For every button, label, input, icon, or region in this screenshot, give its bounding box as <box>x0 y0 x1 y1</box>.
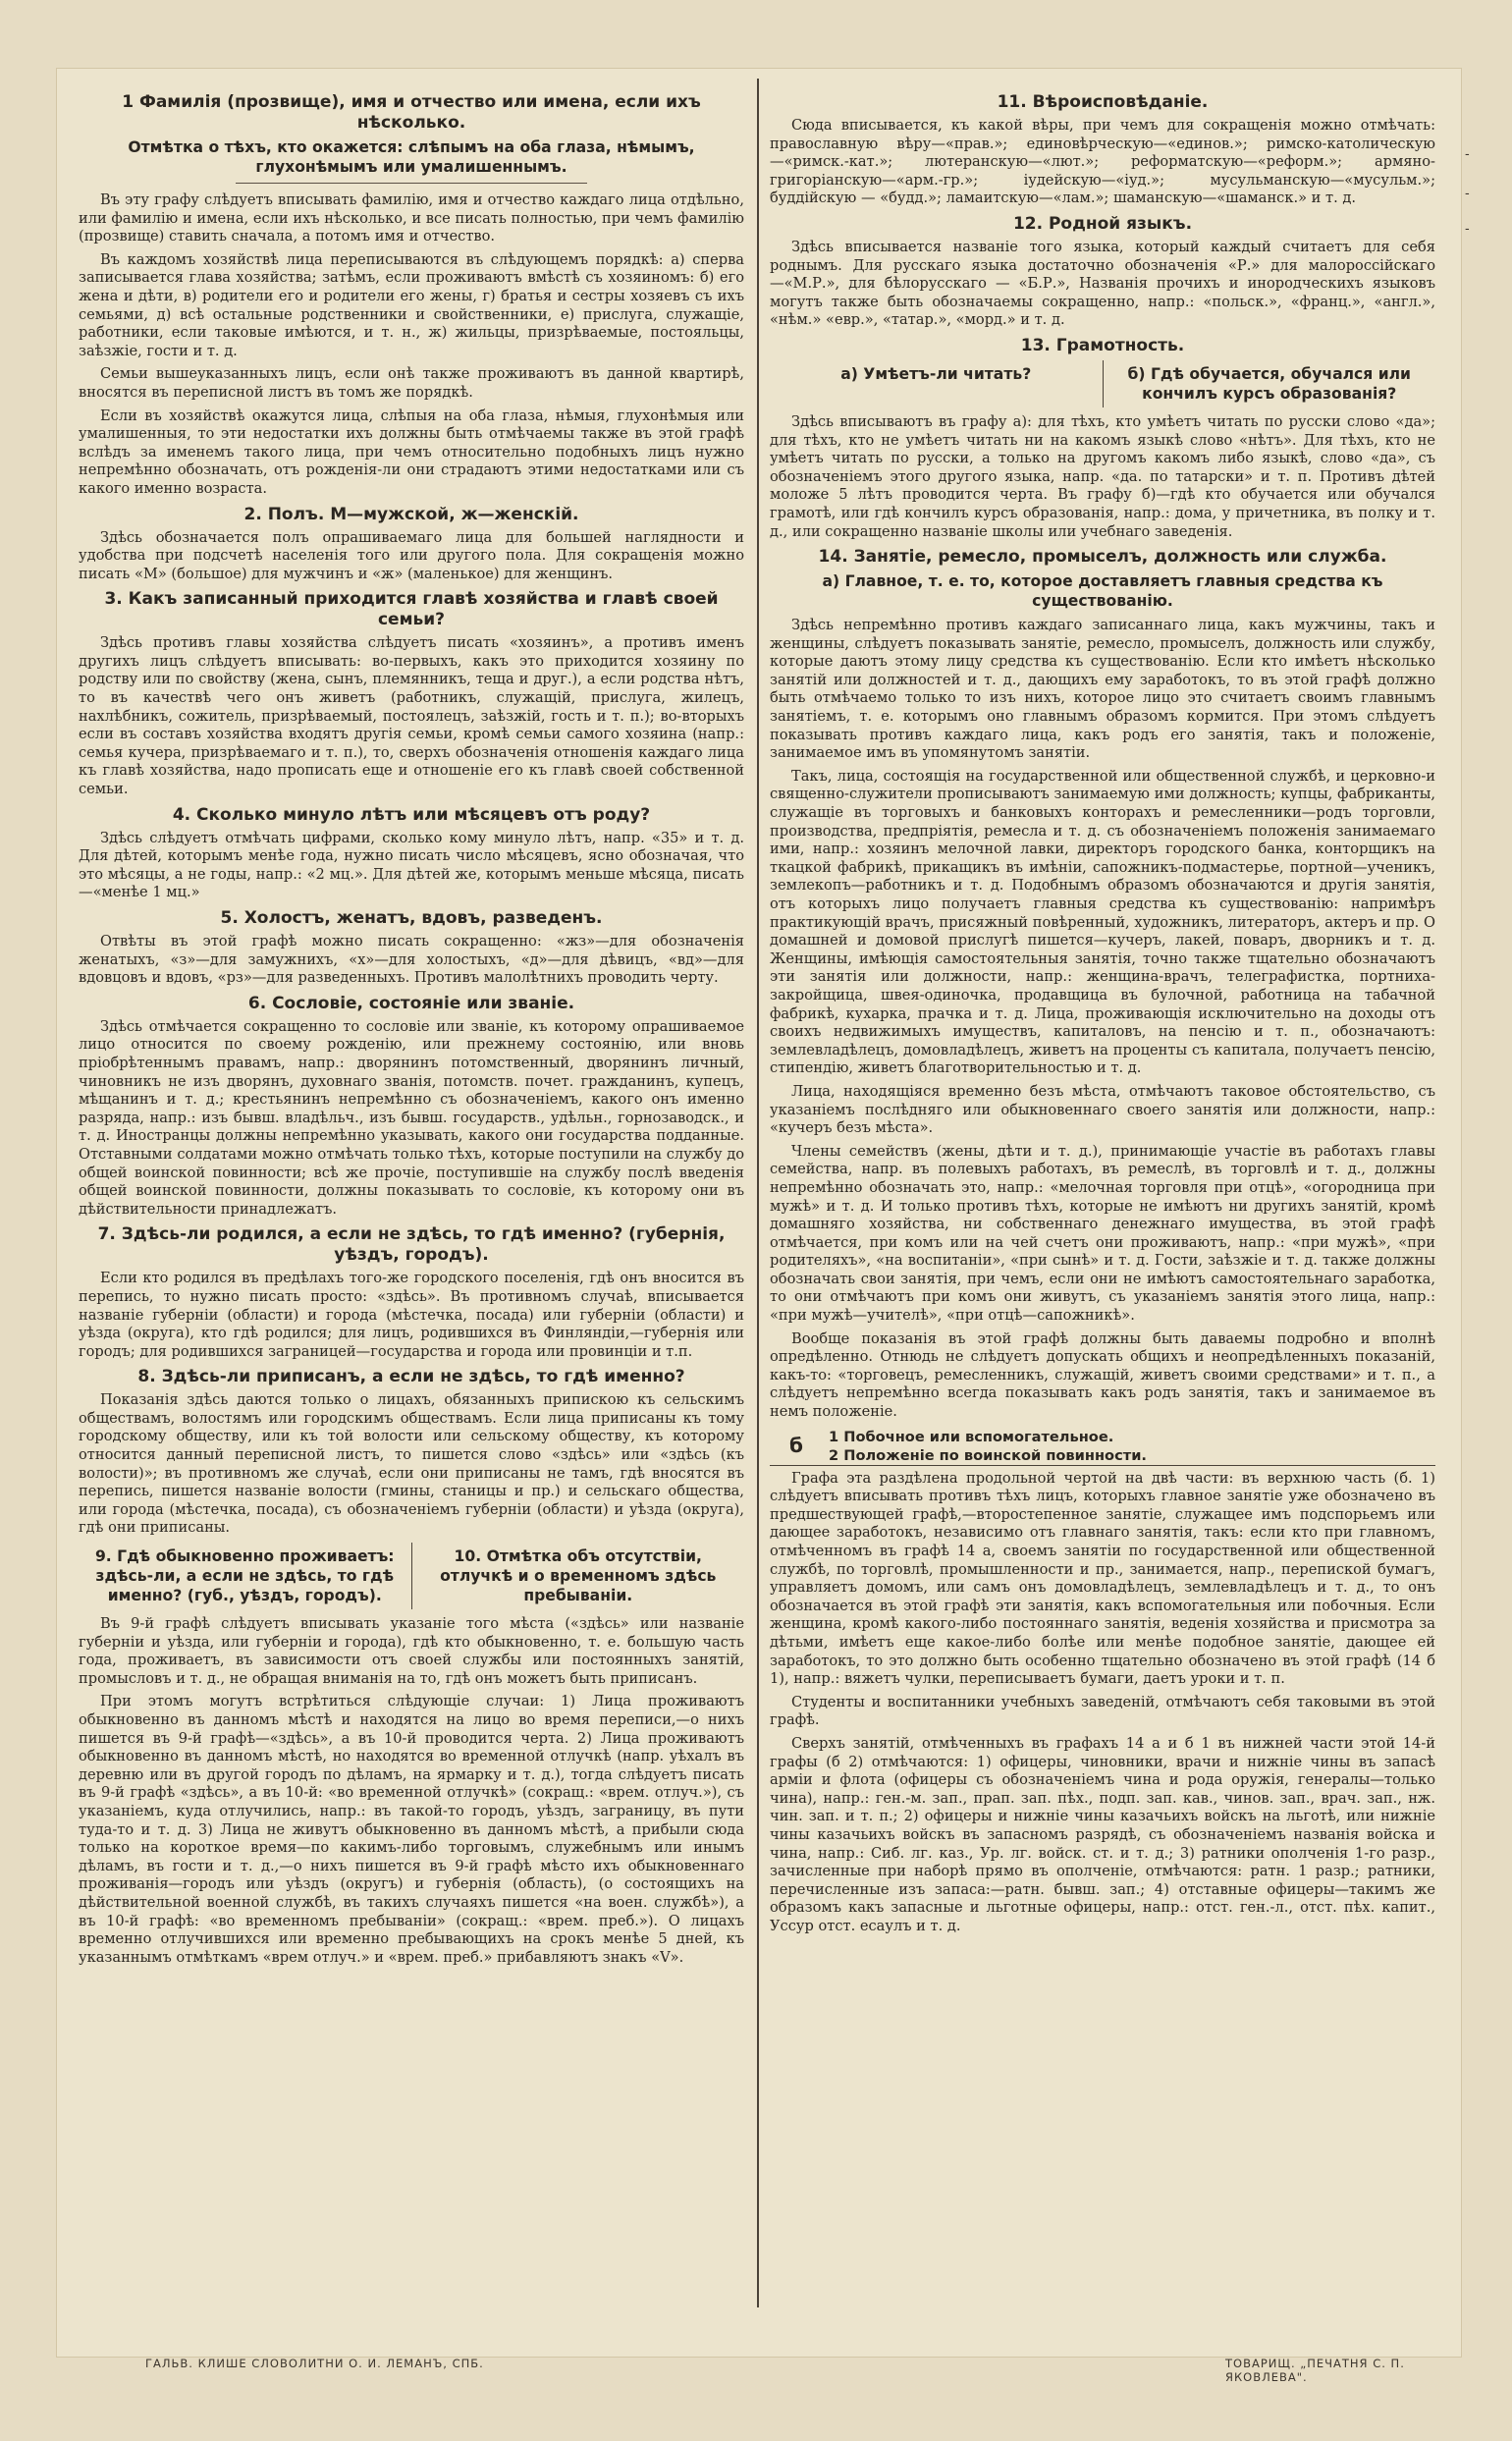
section-13-subtitles <box>770 360 1435 407</box>
section-9-title: 9. Гдѣ обыкновенно проживаетъ: здѣсь-ли, а если не здѣсь, то гдѣ именно? (губ., уѣздъ, городъ). <box>94 1547 395 1605</box>
section-13-title: 13. Грамотность. <box>1020 335 1185 355</box>
section-14a-subtitle: а) Главное, т. е. то, которое доставляетъ главныя средства къ существованію. <box>822 572 1383 611</box>
section-6-title: 6. Сословіе, состояніе или званіе. <box>247 993 575 1013</box>
section-5-paragraph: Отвѣты въ этой графѣ можно писать сокращенно: «жз»—для обозначенія женатыхъ, «з»—для замужнихъ, «х»—для холостыхъ, «д»—для дѣвицъ, «вд»—для вдовцовъ и вдовъ, «рз»—для разведенныхъ. Противъ малолѣтнихъ проводить черту. <box>79 933 744 987</box>
census-instruction-sheet <box>57 69 1461 2384</box>
section-5-title: 5. Холостъ, женатъ, вдовъ, разведенъ. <box>220 908 603 928</box>
section-9-10-titles <box>79 1543 744 1609</box>
section-11-title: 11. Вѣроисповѣданіе. <box>997 92 1209 112</box>
section-14b-paragraph: Студенты и воспитанники учебныхъ заведеній, отмѣчаютъ себя таковыми въ этой графѣ. <box>770 1693 1435 1729</box>
printer-imprint-left: ГАЛЬВ. КЛИШЕ СЛОВОЛИТНИ О. И. ЛЕМАНЪ, СПБ. <box>145 2357 484 2370</box>
section-2-title: 2. Полъ. М—мужской, ж—женскій. <box>243 504 579 524</box>
section-12-paragraph: Здѣсь вписывается названіе того языка, который каждый считаетъ для себя роднымъ. Для русскаго языка достаточно обозначенія «Р.» для малороссійскаго—«М.Р.», для бѣлорусскаго — «Б.Р.», Названія прочихъ и инородческихъ языковъ могутъ также быть обозначаемы сокращенно, напр.: «польск.», «франц.», «англ.», «нѣм.» «евр.», «татар.», «морд.» и т. д. <box>770 238 1435 329</box>
section-2-paragraph: Здѣсь обозначается полъ опрашиваемаго лица для большей наглядности и удобства при подсчетѣ населенія того или другого пола. Для сокращенія можно писать «М» (большое) для мужчинъ и «ж» (маленькое) для женщинъ. <box>79 528 744 582</box>
section-14-title: 14. Занятіе, ремесло, промыселъ, должность или служба. <box>818 547 1387 568</box>
section-14b-titles <box>770 1428 1435 1466</box>
margin-mark: - <box>1465 147 1470 162</box>
section-9-paragraph: При этомъ могутъ встрѣтиться слѣдующіе случаи: 1) Лица проживаютъ обыкновенно въ данномъ мѣстѣ и находятся на лицо во время переписи,—о нихъ пишется въ 9-й графѣ—«здѣсь», а въ 10-й проводится черта. 2) Лица проживаютъ обыкновенно въ данномъ мѣстѣ, но находятся во временной отлучкѣ (напр. уѣхалъ въ деревню или въ другой городъ по дѣламъ, на ярмарку и т. д.), тогда слѣдуетъ писать въ 9-й графѣ «здѣсь», а въ 10-й: «во временной отлучкѣ» (сокращ.: «врем. отлуч.»), съ указаніемъ, куда отлучились, напр.: въ такой-то городъ, уѣздъ, заграницу, въ пути туда-то и т. д. 3) Лица не живутъ обыкновенно въ данномъ мѣстѣ, а прибыли сюда только на короткое время—по какимъ-либо торговымъ, служебнымъ или инымъ дѣламъ, въ гости и т. д.,—о нихъ пишется въ 9-й графѣ мѣсто ихъ обыкновеннаго проживанія—городъ или уѣздъ (округъ) и губернія (область), (о состоящихъ на дѣйствительной военной службѣ, въ такихъ случаяхъ пишется «на воен. службѣ»), а въ 10-й графѣ: «во временномъ пребываніи» (сокращ.: «врем. преб.»). О лицахъ временно отлучившихся или временно пребывающихъ на срокъ менѣе 5 дней, къ указаннымъ отмѣткамъ «врем отлуч.» и «врем. преб.» прибавляютъ знакъ «V». <box>79 1693 744 1966</box>
section-3-paragraph: Здѣсь противъ главы хозяйства слѣдуетъ писать «хозяинъ», а противъ именъ другихъ лицъ слѣдуетъ вписывать: во-первыхъ, какъ это приходится хозяину по родству или по свойству (жена, сынъ, племянникъ, теща и друг.), а если родства нѣтъ, то въ качествѣ чего онъ живетъ (работникъ, служащій, прислуга, жилецъ, нахлѣбникъ, сожитель, призрѣваемый, постоялецъ, заѣзжій, гость и т. п.); во-вторыхъ если въ составъ хозяйства входятъ другія семьи, кромѣ семьи самого хозяина (напр.: семья кучера, призрѣваемаго и т. п.), то, сверхъ обозначенія отношенія каждаго лица къ главѣ хозяйства, надо прописать еще и отношеніе его къ главѣ своей собственной семьи. <box>79 634 744 798</box>
section-14-paragraph: Здѣсь непремѣнно противъ каждаго записаннаго лица, какъ мужчины, такъ и женщины, слѣдуетъ показывать занятіе, ремесло, промыселъ, должность или службу, которые даютъ этому лицу средства къ существованію. Если кто имѣетъ нѣсколько занятій или должностей и т. д., дающихъ ему заработокъ, то въ этой графѣ должно быть отмѣчаемо только то изъ нихъ, которое лицо это считаетъ своимъ главнымъ занятіемъ, т. е. которымъ оно главнымъ образомъ кормится. При этомъ слѣдуетъ показывать противъ каждаго лица, какъ родъ его занятія, такъ и положеніе, занимаемое имъ въ упомянутомъ занятіи. <box>770 617 1435 762</box>
section-14b-paragraph: Графа эта раздѣлена продольной чертой на двѣ части: въ верхнюю часть (б. 1) слѣдуетъ вписывать противъ тѣхъ лицъ, которыхъ главное занятіе уже обозначено въ предшествующей графѣ,—второстепенное занятіе, служащее имъ подспорьемъ или дающее заработокъ, независимо отъ главнаго занятія, такъ: если кто при главномъ, отмѣченномъ въ графѣ 14 а, своемъ занятіи по государственной или общественной службѣ, по торговлѣ, промышленности и пр., занимается, напр., перепиской бумагъ, управляетъ домомъ, или самъ онъ домовладѣлецъ, землевладѣлецъ и т. д., то онъ обозначается въ этой графѣ эти занятія, какъ вспомогательныя или побочныя. Если женщина, кромѣ какого-либо постояннаго занятія, веденія хозяйства и присмотра за дѣтьми, имѣетъ еще какое-либо болѣе или менѣе подобное занятіе, дающее ей заработокъ, то это должно быть особенно тщательно обозначено въ этой графѣ (14 б 1), напр.: вяжетъ чулки, переписываетъ бумаги, даетъ уроки и т. п. <box>770 1469 1435 1688</box>
section-13b-title: б) Гдѣ обучается, обучался или кончилъ курсъ образованія? <box>1103 360 1436 407</box>
section-14-paragraph: Члены семействъ (жены, дѣти и т. д.), принимающіе участіе въ работахъ главы семейства, напр. въ полевыхъ работахъ, въ ремеслѣ, въ торговлѣ и т. д., должны непремѣнно обозначать это, напр.: «мелочная торговля при отцѣ», «огородница при мужѣ» и т. д. И только противъ тѣхъ, которые не имѣютъ ни другихъ занятій, кромѣ домашняго хозяйства, ни собственнаго денежнаго имущества, въ этой графѣ отмѣчается, при комъ или на чей счетъ они проживаютъ, напр.: «при мужѣ», «при родителяхъ», «на воспитаніи», «при сынѣ» и т. д. Гости, заѣзжіе и т. д. также должны обозначать свои занятія, при чемъ, если они не имѣютъ самостоятельнаго заработка, то они отмѣчаютъ при комъ они живутъ, съ указаніемъ занятія этого лица, напр.: «при мужѣ—учителѣ», «при отцѣ—сапожникѣ». <box>770 1142 1435 1325</box>
section-7-title: 7. Здѣсь-ли родился, а если не здѣсь, то гдѣ именно? (губернія, уѣздъ, городъ). <box>97 1224 726 1266</box>
section-14b1-title: 1 Побочное или вспомогательное. <box>829 1428 1114 1445</box>
section-13-paragraph: Здѣсь вписываютъ въ графу а): для тѣхъ, кто умѣетъ читать по русски слово «да»; для тѣхъ, кто не умѣетъ читать ни на какомъ языкѣ слово «нѣтъ». Для тѣхъ, кто не умѣетъ читать по русски, а только на другомъ какомъ либо языкѣ, слово «да», съ обозначеніемъ этого другого языка, напр. «да. по татарски» и т. п. Противъ дѣтей моложе 5 лѣтъ проводится черта. Въ графу б)—гдѣ кто обучается или обучался грамотѣ, или гдѣ кончилъ курсъ образованія, напр.: дома, у причетника, въ полку и т. д., или сокращенно названіе школы или учебнаго заведенія. <box>770 412 1435 540</box>
section-11-paragraph: Сюда вписывается, къ какой вѣры, при чемъ для сокращенія можно отмѣчать: православную вѣру—«прав.»; единовѣрческую—«единов.»; римско-католическую—«римск.-кат.»; лютеранскую—«лют.»; реформатскую—«реформ.»; армяно-григоріанскую—«арм.-гр.»; іудейскую—«іуд.»; мусульманскую—«мусульм.»; буддійскую — «будд.»; ламаитскую—«лам.»; шаманскую—«шаманск.» и т. д. <box>770 117 1435 207</box>
section-6-paragraph: Здѣсь отмѣчается сокращенно то сословіе или званіе, къ которому опрашиваемое лицо относится по своему рожденію, или прежнему состоянію, или вновь пріобрѣтеннымъ правамъ, напр.: дворянинъ потомственный, дворянинъ личный, чиновникъ не изъ дворянъ, духовнаго званія, потомств. почет. гражданинъ, купецъ, мѣщанинъ и т. д.; крестьянинъ непремѣнно съ обозначеніемъ, какого онъ именно разряда, напр.: изъ бывш. владѣльч., изъ бывш. государств., удѣльн., горнозаводск., и т. д. Иностранцы должны непремѣнно указывать, какого они государства подданные. Отставными солдатами можно отмѣчать только тѣхъ, которые поступили на службу до общей воинской повинности; всѣ же прочіе, поступившіе на службу послѣ введенія общей воинской повинности, должны показывать то сословіе, къ которому они въ дѣйствительности принадлежатъ. <box>79 1017 744 1218</box>
section-14b-paragraph: Сверхъ занятій, отмѣченныхъ въ графахъ 14 а и б 1 въ нижней части этой 14-й графы (б 2) отмѣчаются: 1) офицеры, чиновники, врачи и нижніе чины въ запасѣ арміи и флота (офицеры съ обозначеніемъ чина и рода оружія, генералы—только чина), напр.: ген.-м. зап., прап. зап. пѣх., подп. зап. кав., чинов. зап., врач. зап., нж. чин. зап. и т. п.; 2) офицеры и нижніе чины казачьихъ войскъ на льготѣ, или нижніе чины казачьихъ войскъ въ запасномъ разрядѣ, съ обозначеніемъ названія войска и чина, напр.: Сиб. лг. каз., Ур. лг. войск. ст. и т. д.; 3) ратники ополченія 1-го разр., зачисленные при наборѣ прямо въ ополченіе, отмѣчаются: ратн. 1 разр.; ратники, перечисленные изъ запаса:—ратн. бывш. зап.; 4) отставные офицеры—такимъ же образомъ какъ запасные и льготные офицеры, напр.: отст. ген.-л., отст. пѣх. капит., Уссур отст. есаулъ и т. д. <box>770 1734 1435 1934</box>
column-divider <box>757 79 759 2307</box>
right-column <box>770 86 1435 2296</box>
section-14-paragraph: Такъ, лица, состоящія на государственной или общественной службѣ, и церковно-и священно-служители прописываютъ занимаемую ими должность; купцы, фабриканты, служащіе въ торговыхъ и банковыхъ конторахъ и ремесленники—родъ торговли, производства, предпріятія, ремесла и т. д. съ обозначеніемъ положенія занимаемаго ими, напр.: хозяинъ мелочной лавки, директоръ городского банка, конторщикъ на ткацкой фабрикѣ, прикащикъ въ имѣніи, сапожникъ-подмастерье, портной—ученикъ, землекопъ—работникъ и т. д. Подобнымъ образомъ обозначаются и другія занятія, отъ которыхъ лицо получаетъ главныя средства къ существованію: напримѣръ практикующій врачъ, присяжный повѣренный, художникъ, литераторъ, актеръ и пр. О домашней и домовой прислугѣ пишется—кучеръ, лакей, поваръ, дворникъ и т. д. Женщины, имѣющія самостоятельныя занятія, точно также тщательно обозначаютъ эти занятія или должности, напр.: женщина-врачъ, телеграфистка, портниха-закройщица, швея-одиночка, продавщица въ булочной, работница на табачной фабрикѣ, кухарка, прачка и т. д. Лица, проживающія исключительно на доходы отъ своихъ недвижимыхъ имуществъ, капиталовъ, на пенсію и т. п., обозначаютъ: землевладѣлецъ, домовладѣлецъ, живетъ на проценты съ капитала, получаетъ пенсію, стипендію, живетъ благотворительностью и т. д. <box>770 767 1435 1077</box>
section-1-paragraph: Семьи вышеуказанныхъ лицъ, если онѣ также проживаютъ въ данной квартирѣ, вносятся въ переписной листъ въ томъ же порядкѣ. <box>79 365 744 401</box>
section-14-paragraph: Лица, находящіяся временно безъ мѣста, отмѣчаютъ таковое обстоятельство, съ указаніемъ послѣдняго или обыкновеннаго своего занятія или должности, напр.: «кучеръ безъ мѣста». <box>770 1082 1435 1137</box>
section-14b2-title: 2 Положеніе по воинской повинности. <box>829 1446 1147 1464</box>
section-7-paragraph: Если кто родился въ предѣлахъ того-же городского поселенія, гдѣ онъ вносится въ перепись, то нужно писать просто: «здѣсь». Въ противномъ случаѣ, вписывается названіе губерніи (области) и города (мѣстечка, посада) или губерніи (области) и уѣзда (округа), кто гдѣ родился; для лицъ, родившихся въ Финляндіи,—губернія или городъ; для родившихся заграницей—государства и города или провинціи и т.п. <box>79 1270 744 1360</box>
section-1-paragraph: Въ эту графу слѣдуетъ вписывать фамилію, имя и отчество каждаго лица отдѣльно, или фамилію и имена, если ихъ нѣсколько, и все писать полностью, при чемъ фамилію (прозвище) ставить сначала, а потомъ имя и отчество. <box>79 191 744 245</box>
printer-imprint-right: ТОВАРИЩ. „ПЕЧАТНЯ С. П. ЯКОВЛЕВА". <box>1225 2357 1405 2384</box>
section-8-paragraph: Показанія здѣсь даются только о лицахъ, обязанныхъ припискою къ сельскимъ обществамъ, волостямъ или городскимъ обществамъ. Если лица приписаны къ тому городскому обществу, или къ той волости или сельскому обществу, къ которому относится данный переписной листъ, то пишется слово «здѣсь» или «здѣсь (къ волости)»; въ противномъ же случаѣ, если они приписаны не тамъ, гдѣ вносятся въ перепись, пишется названіе волости (гмины, станицы и пр.) и сельскаго общества, или города (мѣстечка, посада), съ обозначеніемъ губерніи (области) и уѣзда (округа), гдѣ они приписаны. <box>79 1391 744 1537</box>
section-1-paragraph: Если въ хозяйствѣ окажутся лица, слѣпыя на оба глаза, нѣмыя, глухонѣмыя или умалишенныя, то эти недостатки ихъ должны быть отмѣчаемы также въ этой графѣ вслѣдъ за именемъ такого лица, при чемъ относительно подобныхъ лицъ нужно непремѣнно обозначать, отъ рожденія-ли они страдаютъ этими недостатками или съ какого именно возраста. <box>79 407 744 497</box>
section-3-title: 3. Какъ записанный приходится главѣ хозяйства и главѣ своей семьи? <box>104 589 719 630</box>
section-13a-title: а) Умѣетъ-ли читать? <box>840 364 1032 383</box>
section-4-paragraph: Здѣсь слѣдуетъ отмѣчать цифрами, сколько кому минуло лѣтъ, напр. «35» и т. д. Для дѣтей, которымъ менѣе года, нужно писать число мѣсяцевъ, ясно обозначая, что это мѣсяцы, а не годы, напр.: «2 мц.». Для дѣтей же, которымъ меньше мѣсяца, писать—«менѣе 1 мц.» <box>79 829 744 901</box>
section-12-title: 12. Родной языкъ. <box>1012 213 1193 234</box>
section-1-subtitle: Отмѣтка о тѣхъ, кто окажется: слѣпымъ на оба глаза, нѣмымъ, глухонѣмымъ или умалишеннымъ. <box>128 138 695 176</box>
section-10-title: 10. Отмѣтка объ отсутствіи, отлучкѣ и о временномъ здѣсь пребываніи. <box>411 1543 745 1609</box>
section-4-title: 4. Сколько минуло лѣтъ или мѣсяцевъ отъ роду? <box>172 804 651 825</box>
section-14b-number: б <box>789 1433 803 1457</box>
section-1-title: 1 Фамилія (прозвище), имя и отчество или имена, если ихъ нѣсколько. <box>122 92 701 133</box>
section-14-paragraph: Вообще показанія въ этой графѣ должны быть даваемы подробно и вполнѣ опредѣленно. Отнюдь не слѣдуетъ допускать общихъ и неопредѣленныхъ показаній, какъ-то: «торговецъ, ремесленникъ, служащій, живетъ своими средствами» и т. п., а слѣдуетъ непремѣнно всегда показывать какъ родъ занятія, такъ и занимаемое въ немъ положеніе. <box>770 1329 1435 1421</box>
section-8-title: 8. Здѣсь-ли приписанъ, а если не здѣсь, то гдѣ именно? <box>137 1367 685 1387</box>
margin-mark: - <box>1465 222 1470 237</box>
left-column <box>79 86 744 2296</box>
section-9-paragraph: Въ 9-й графѣ слѣдуетъ вписывать указаніе того мѣста («здѣсь» или названіе губерніи и уѣзда, или губерніи и города), гдѣ кто обыкновенно, т. е. большую часть года, проживаетъ, въ зависимости отъ своей службы или постоянныхъ занятій, промысловъ и т. д., не обращая вниманія на то, гдѣ онъ можетъ быть приписанъ. <box>79 1615 744 1687</box>
section-1-paragraph: Въ каждомъ хозяйствѣ лица переписываются въ слѣдующемъ порядкѣ: а) сперва записывается глава хозяйства; затѣмъ, если проживаютъ вмѣстѣ съ хозяиномъ: б) его жена и дѣти, в) родители его и родители его жены, г) братья и сестры хозяевъ съ ихъ семьями, д) всѣ остальные родственники и свойственники, е) прислуга, служащіе, работники, если таковые имѣются, и т. н., ж) жильцы, призрѣваемые, постояльцы, заѣзжіе, гости и т. д. <box>79 250 744 359</box>
divider-rule <box>236 183 587 184</box>
margin-mark: - <box>1465 187 1470 201</box>
